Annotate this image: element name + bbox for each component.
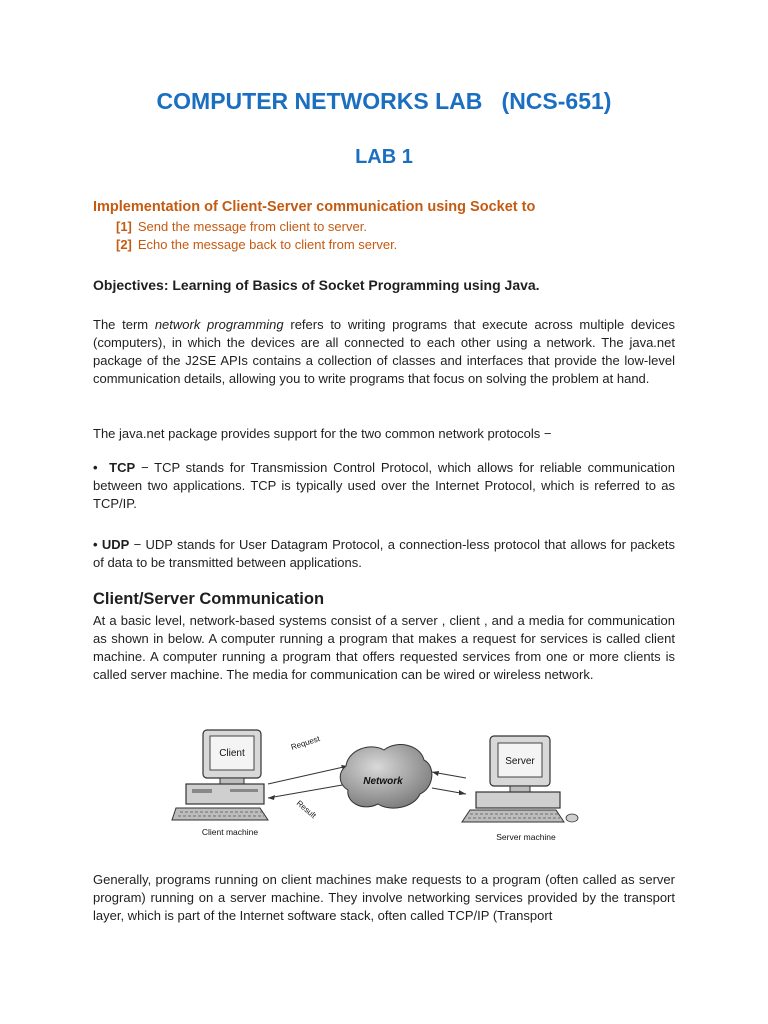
bullet: • [93, 537, 98, 552]
result-arrow-line [268, 784, 348, 798]
item-number: [2] [116, 237, 132, 252]
intro-paragraph [93, 316, 675, 388]
item-text: Echo the message back to client from server. [137, 237, 398, 252]
item-number: [1] [116, 219, 132, 234]
request-label: Request [289, 734, 321, 752]
closing-paragraph: Generally, programs running on client machines make requests to a program (often called as server program) running on a server machine. They involve networking services provided by the transport layer, which is part of the Internet software stack, often called TCP/IP (Transport [93, 872, 675, 923]
implementation-item [116, 237, 397, 252]
item-text: Send the message from client to server. [137, 219, 367, 234]
server-screen-label: Server [505, 756, 535, 767]
lab-number: LAB 1 [355, 146, 413, 168]
tcp-paragraph [93, 459, 675, 513]
page-title: COMPUTER NETWORKS LAB (NCS-651) [156, 88, 612, 114]
udp-label: UDP [101, 537, 130, 552]
server-caption: Server machine [496, 832, 556, 842]
objectives-heading: Objectives: Learning of Basics of Socket Programming using Java. [93, 277, 540, 293]
implementation-item [116, 219, 367, 234]
client-server-diagram [170, 722, 590, 847]
protocols-intro: The java.net package provides support for the two common network protocols − [93, 426, 552, 441]
tcp-label: TCP [109, 460, 136, 475]
implementation-heading: Implementation of Client-Server communication using Socket to [93, 199, 536, 215]
result-label: Result [294, 798, 318, 821]
intro-text-pre: The term [93, 317, 155, 332]
client-server-heading: Client/Server Communication [93, 590, 325, 608]
server-computer-icon [462, 736, 578, 822]
client-server-paragraph: At a basic level, network-based systems consist of a server , client , and a media for communication as shown in below. A computer running a program that makes a request for services is called client machine. A computer running a program that offers requested services from one or more clients is called server machine. The media for communication can be wired or wireless network. [93, 613, 675, 682]
network-label: Network [363, 776, 403, 787]
intro-emphasis: network programming [154, 317, 284, 332]
tcp-text: − TCP stands for Transmission Control Protocol, which allows for reliable communication between two applications. TCP is typically used over the Internet Protocol, which is referred to as TCP/IP. [93, 460, 675, 511]
udp-text: − UDP stands for User Datagram Protocol, a connection-less protocol that allows for packets of data to be transmitted between applications. [93, 537, 675, 570]
intro-text-post: refers to writing programs that execute across multiple devices (computers), in which the devices are all connected to each other using a network. The java.net package of the J2SE APIs contains a collection of classes and interfaces that provide the low-level communication details, allowing you to write programs that focus on solving the problem at hand. [93, 317, 675, 386]
udp-paragraph [93, 536, 675, 572]
client-caption: Client machine [201, 827, 259, 837]
request-arrow-line [268, 766, 348, 784]
bullet: • [93, 460, 98, 475]
client-computer-icon [172, 730, 268, 820]
client-screen-label: Client [219, 748, 245, 759]
